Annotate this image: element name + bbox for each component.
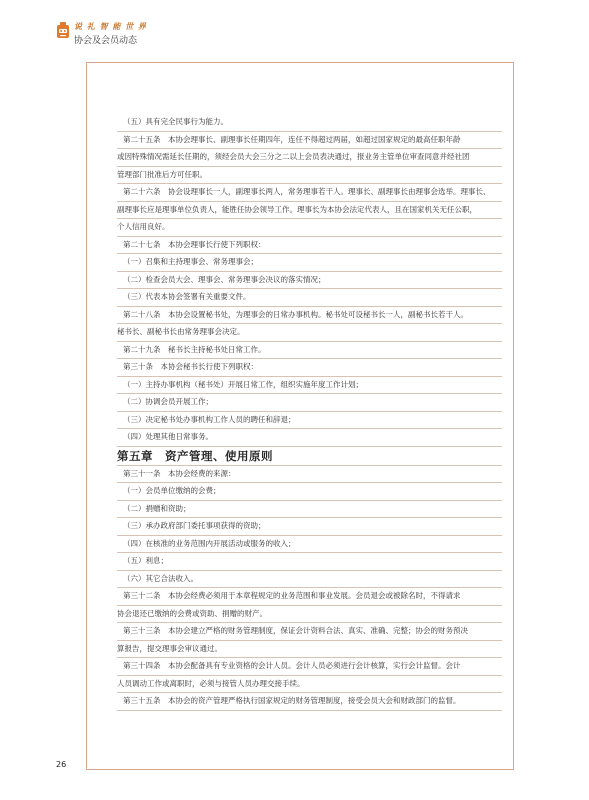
text-line: 第二十九条 秘书长主持秘书处日常工作。 (117, 342, 502, 360)
text-line: （一）召集和主持理事会、常务理事会； (117, 254, 502, 272)
text-line: （六）其它合法收入。 (117, 571, 502, 589)
text-line: （一）主持办事机构（秘书处）开展日常工作，组织实施年度工作计划； (117, 377, 502, 395)
text-line: 第二十六条 协会设理事长一人，副理事长两人，常务理事若干人。理事长、副理事长由理事会选举。理事长、 (117, 184, 502, 202)
text-line: （四）处理其他日常事务。 (117, 429, 502, 447)
text-line: （二）协调会员开展工作； (117, 394, 502, 412)
text-line: （二）检查会员大会、理事会、常务理事会决议的落实情况； (117, 272, 502, 290)
text-line: （五）具有完全民事行为能力。 (117, 114, 502, 132)
text-line: 人员调动工作或离职时，必须与接管人员办理交接手续。 (117, 676, 502, 694)
text-line: 第三十一条 本协会经费的来源： (117, 466, 502, 484)
text-line: 协会退还已缴纳的会费或资助、捐赠的财产。 (117, 606, 502, 624)
text-line: （五）利息； (117, 553, 502, 571)
text-line: 第三十条 本协会秘书长行使下列职权： (117, 359, 502, 377)
text-line: （二）捐赠和资助； (117, 501, 502, 519)
robot-logo-icon (56, 22, 70, 40)
text-line: （三）代表本协会签署有关重要文件。 (117, 289, 502, 307)
text-line: 第三十五条 本协会的资产管理严格执行国家规定的财务管理制度，接受会员大会和财政部门的监督。 (117, 693, 502, 711)
text-line: 算报告，提交理事会审议通过。 (117, 641, 502, 659)
text-line: （三）决定秘书处办事机构工作人员的聘任和辞退； (117, 412, 502, 430)
text-line: 第二十五条 本协会理事长、副理事长任期四年，连任不得超过两届，如超过国家规定的最高任职年龄 (117, 132, 502, 150)
text-line: （一）会员单位缴纳的会费； (117, 483, 502, 501)
text-line: （四）在核准的业务范围内开展活动或服务的收入； (117, 536, 502, 554)
document-body (117, 114, 502, 711)
page-number: 26 (56, 760, 67, 769)
text-line: 第三十三条 本协会建立严格的财务管理制度，保证会计资料合法、真实、准确、完整；协会的财务预决 (117, 623, 502, 641)
text-line: 第三十四条 本协会配备具有专业资格的会计人员。会计人员必须进行会计核算，实行会计监督。会计 (117, 658, 502, 676)
page-header (0, 0, 589, 48)
text-line: 第三十二条 本协会经费必须用于本章程规定的业务范围和事业发展。会员退会或被除名时，不得请求 (117, 588, 502, 606)
brand-text: 说 礼 智 能 世 界 (74, 21, 147, 31)
text-line: （三）承办政府部门委托事项获得的资助； (117, 518, 502, 536)
section-label: 协会及会员动态 (74, 36, 138, 46)
text-line: 第二十七条 本协会理事长行使下列职权： (117, 237, 502, 255)
text-line: 第二十八条 本协会设置秘书处，为理事会的日常办事机构。秘书处可设秘书长一人，副秘书长若干人。 (117, 307, 502, 325)
text-line: 或因特殊情况需延长任期的，须经会员大会三分之二以上会员表决通过，报业务主管单位审查同意并经社团 (117, 149, 502, 167)
text-line: 个人信用良好。 (117, 219, 502, 237)
text-line: 秘书长、副秘书长由常务理事会决定。 (117, 324, 502, 342)
text-line: 管理部门批准后方可任职。 (117, 167, 502, 185)
text-line: 副理事长应是理事单位负责人，能胜任协会领导工作。理事长为本协会法定代表人，且在国家机关无任公职， (117, 202, 502, 220)
chapter-title: 第五章 资产管理、使用原则 (117, 447, 502, 466)
